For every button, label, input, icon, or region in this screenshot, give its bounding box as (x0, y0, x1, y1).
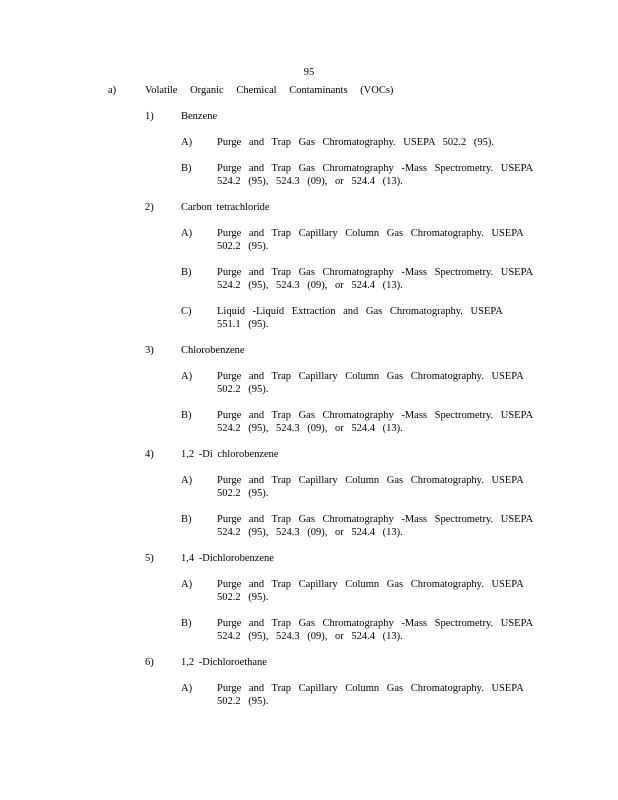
item-marker: 4) (145, 449, 154, 460)
method-text: Purge and Trap Capillary Column Gas Chromatography. USEPA 502.2 (95). (217, 228, 524, 252)
method-text: Purge and Trap Capillary Column Gas Chromatography. USEPA 502.2 (95). (217, 475, 524, 499)
method-entry (181, 162, 548, 188)
method-marker: A) (181, 475, 193, 486)
method-entry (181, 682, 548, 708)
section-marker: a) (108, 85, 117, 96)
method-text: Purge and Trap Gas Chromatography -Mass Spectrometry. USEPA 524.2 (95), 524.3 (09), or 524.4 (13). (217, 618, 534, 642)
method-marker: A) (181, 371, 193, 382)
method-marker: A) (181, 137, 193, 148)
method-text: Purge and Trap Capillary Column Gas Chromatography. USEPA 502.2 (95). (217, 579, 524, 603)
method-entry (181, 266, 548, 292)
item-marker: 2) (145, 202, 154, 213)
method-entry (181, 136, 548, 149)
contaminant-heading (145, 201, 548, 214)
contaminant-heading (145, 552, 548, 565)
method-text: Liquid -Liquid Extraction and Gas Chromatography. USEPA 551.1 (95). (217, 306, 503, 330)
contaminant-name: Chlorobenzene (181, 345, 245, 356)
method-text: Purge and Trap Gas Chromatography -Mass Spectrometry. USEPA 524.2 (95), 524.3 (09), or 524.4 (13). (217, 410, 534, 434)
method-marker: A) (181, 579, 193, 590)
method-text: Purge and Trap Gas Chromatography -Mass Spectrometry. USEPA 524.2 (95), 524.3 (09), or 524.4 (13). (217, 267, 534, 291)
section-title: Volatile Organic Chemical Contaminants (VOCs) (145, 85, 394, 96)
contaminant-1-4-dichlorobenzene (145, 552, 548, 643)
method-marker: C) (181, 306, 192, 317)
item-marker: 1) (145, 111, 154, 122)
contaminant-1-2-dichlorobenzene (145, 448, 548, 539)
section-heading (108, 84, 548, 97)
method-text: Purge and Trap Gas Chromatography -Mass Spectrometry. USEPA 524.2 (95), 524.3 (09), or 524.4 (13). (217, 514, 534, 538)
contaminant-chlorobenzene (145, 344, 548, 435)
page-number: 95 (303, 67, 315, 78)
method-entry (181, 617, 548, 643)
contaminant-heading (145, 344, 548, 357)
contaminant-name: Carbon tetrachloride (181, 202, 270, 213)
method-text: Purge and Trap Gas Chromatography -Mass Spectrometry. USEPA 524.2 (95), 524.3 (09), or 524.4 (13). (217, 163, 534, 187)
contaminant-benzene (145, 110, 548, 188)
method-marker: B) (181, 410, 192, 421)
method-entry (181, 409, 548, 435)
method-text: Purge and Trap Gas Chromatography. USEPA 502.2 (95). (217, 137, 494, 148)
method-text: Purge and Trap Capillary Column Gas Chromatography. USEPA 502.2 (95). (217, 683, 524, 707)
method-marker: B) (181, 514, 192, 525)
method-entry (181, 513, 548, 539)
contaminant-name: 1,2 -Di chlorobenzene (181, 449, 279, 460)
method-entry (181, 474, 548, 500)
contaminant-heading (145, 110, 548, 123)
item-marker: 3) (145, 345, 154, 356)
method-marker: A) (181, 228, 193, 239)
item-marker: 6) (145, 657, 154, 668)
method-entry (181, 305, 548, 331)
contaminant-heading (145, 448, 548, 461)
method-entry (181, 578, 548, 604)
contaminant-name: 1,4 -Dichlorobenzene (181, 553, 274, 564)
method-marker: B) (181, 163, 192, 174)
method-entry (181, 370, 548, 396)
method-text: Purge and Trap Capillary Column Gas Chromatography. USEPA 502.2 (95). (217, 371, 524, 395)
contaminant-carbon-tetrachloride (145, 201, 548, 331)
item-marker: 5) (145, 553, 154, 564)
method-marker: B) (181, 618, 192, 629)
contaminant-heading (145, 656, 548, 669)
method-entry (181, 227, 548, 253)
contaminant-name: 1,2 -Dichloroethane (181, 657, 267, 668)
voc-section (108, 84, 548, 708)
method-marker: B) (181, 267, 192, 278)
contaminant-name: Benzene (181, 111, 218, 122)
contaminant-1-2-dichloroethane (145, 656, 548, 708)
method-marker: A) (181, 683, 193, 694)
